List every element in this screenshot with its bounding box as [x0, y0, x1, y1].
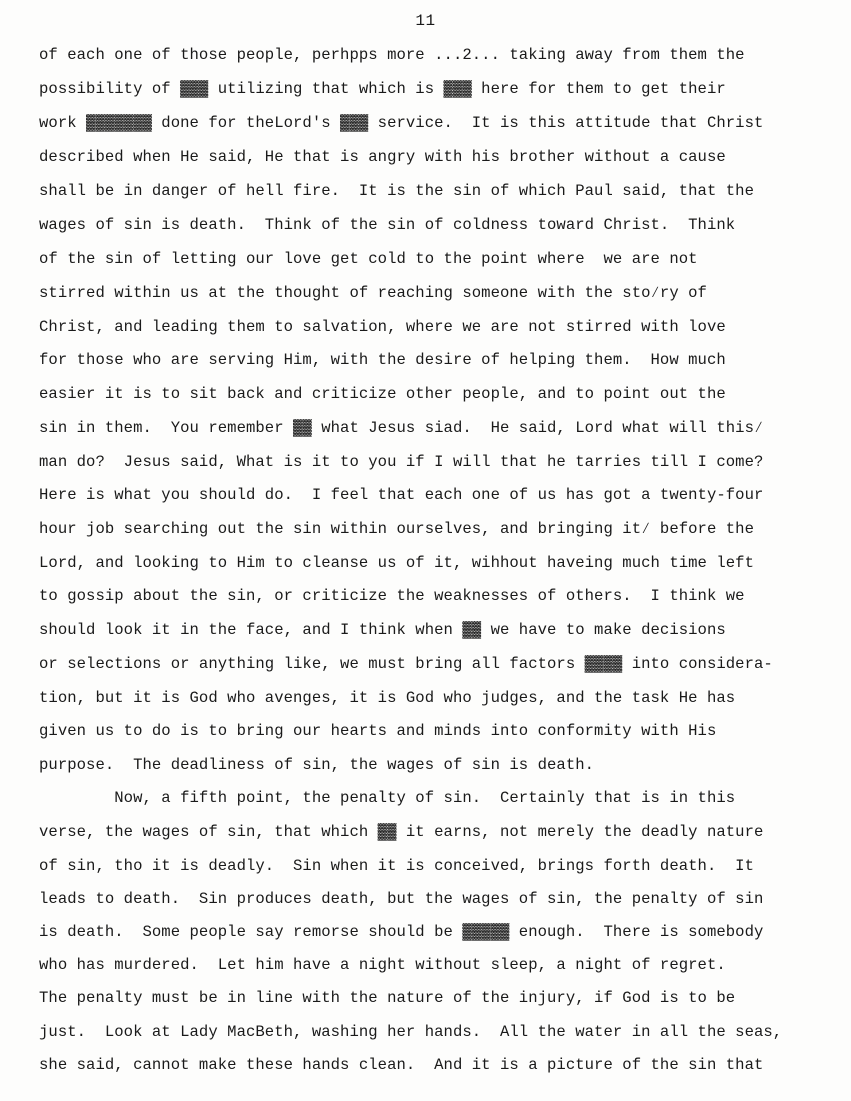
text-line: man do? Jesus said, What is it to you if I will that he tarries till I come?: [39, 453, 764, 471]
text-line: she said, cannot make these hands clean. And it is a picture of the sin that: [39, 1056, 764, 1074]
text-line: to gossip about the sin, or criticize the weaknesses of others. I think we: [39, 587, 745, 605]
text-line: leads to death. Sin produces death, but the wages of sin, the penalty of sin: [39, 890, 764, 908]
text-line: given us to do is to bring our hearts and minds into conformity with His: [39, 722, 717, 740]
text-line: possibility of ▓▓▓ utilizing that which is ▓▓▓ here for them to get their: [39, 80, 726, 98]
text-line: is death. Some people say remorse should be ▓▓▓▓▓ enough. There is somebody: [39, 923, 764, 941]
text-line: work ▓▓▓▓▓▓▓ done for theLord's ▓▓▓ service. It is this attitude that Christ: [39, 114, 764, 132]
text-line: Lord, and looking to Him to cleanse us of it, wihhout haveing much time left: [39, 554, 754, 572]
text-line: shall be in danger of hell fire. It is the sin of which Paul said, that the: [39, 182, 754, 200]
text-line: should look it in the face, and I think when ▓▓ we have to make decisions: [39, 621, 726, 639]
text-line: of sin, tho it is deadly. Sin when it is conceived, brings forth death. It: [39, 857, 754, 875]
text-line: easier it is to sit back and criticize other people, and to point out the: [39, 385, 726, 403]
text-line: for those who are serving Him, with the desire of helping them. How much: [39, 351, 726, 369]
text-line: wages of sin is death. Think of the sin of coldness toward Christ. Think: [39, 216, 736, 234]
text-line: Here is what you should do. I feel that each one of us has got a twenty-four: [39, 486, 764, 504]
text-line: described when He said, He that is angry with his brother without a cause: [39, 148, 726, 166]
text-line: hour job searching out the sin within ourselves, and bringing it∕ before the: [39, 520, 754, 538]
text-line: Christ, and leading them to salvation, where we are not stirred with love: [39, 318, 726, 336]
text-line: sin in them. You remember ▓▓ what Jesus siad. He said, Lord what will this∕: [39, 419, 764, 437]
text-line: purpose. The deadliness of sin, the wages of sin is death.: [39, 756, 595, 774]
text-line: stirred within us at the thought of reaching someone with the sto∕ry of: [39, 284, 707, 302]
text-line: verse, the wages of sin, that which ▓▓ it earns, not merely the deadly nature: [39, 823, 764, 841]
text-line: just. Look at Lady MacBeth, washing her hands. All the water in all the seas,: [39, 1023, 783, 1041]
text-line: who has murdered. Let him have a night without sleep, a night of regret.: [39, 956, 726, 974]
text-line: Now, a fifth point, the penalty of sin. Certainly that is in this: [39, 789, 736, 807]
text-line: or selections or anything like, we must bring all factors ▓▓▓▓ into considera-: [39, 655, 773, 673]
text-line: of the sin of letting our love get cold to the point where we are not: [39, 250, 698, 268]
page-number: 11: [415, 12, 436, 30]
text-line: of each one of those people, perhpps more ...2... taking away from them the: [39, 46, 745, 64]
text-line: tion, but it is God who avenges, it is God who judges, and the task He has: [39, 689, 736, 707]
text-line: The penalty must be in line with the nature of the injury, if God is to be: [39, 989, 736, 1007]
